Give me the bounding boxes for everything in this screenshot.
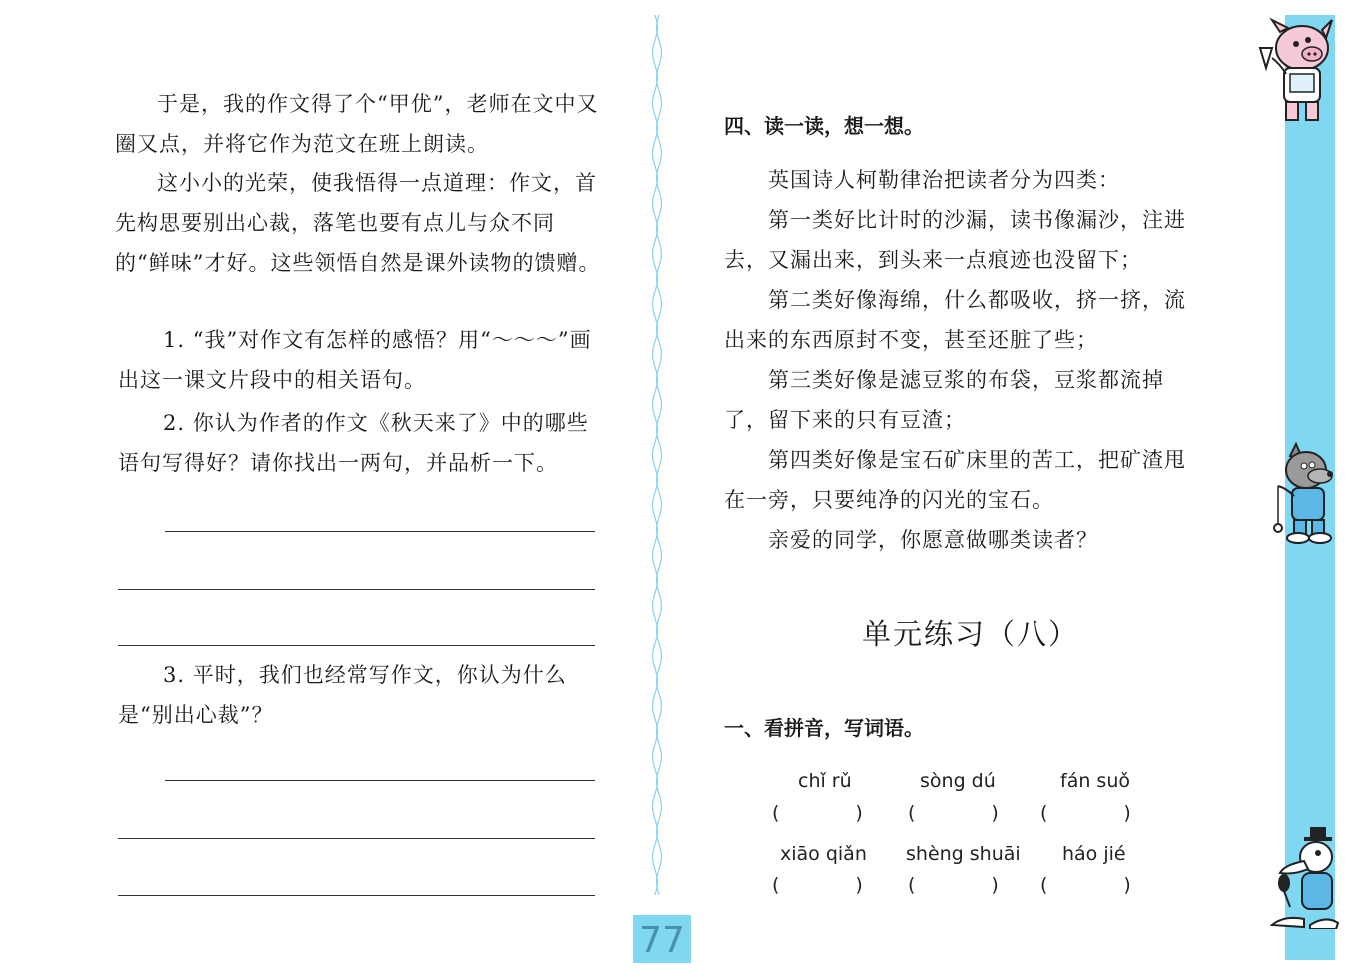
reading-paragraph: 亲爱的同学，你愿意做哪类读者？ bbox=[768, 528, 1098, 552]
paragraph-2: 这小小的光荣，使我悟得一点道理：作文，首先构思要别出心裁，落笔也要有点儿与众不同的“鲜味”才好。这些领悟自然是课外读物的馈赠。 bbox=[115, 171, 601, 275]
pinyin-item: chǐ rǔ bbox=[798, 770, 852, 792]
pig-mascot-icon bbox=[1252, 18, 1336, 126]
reading-paragraph: 第三类好像是滤豆浆的布袋，豆浆都流掉了，留下来的只有豆渣； bbox=[724, 368, 1164, 432]
answer-line[interactable] bbox=[118, 838, 595, 839]
unit-title: 单元练习（八） bbox=[862, 617, 1080, 651]
answer-line[interactable] bbox=[118, 645, 595, 646]
answer-blank[interactable]: ( ) bbox=[908, 874, 999, 896]
answer-blank[interactable]: ( ) bbox=[772, 802, 863, 824]
question-3: 3. 平时，我们也经常写作文，你认为什么是“别出心裁”？ bbox=[118, 663, 567, 727]
question-1: 1. “我”对作文有怎样的感悟？用“～～～”画出这一课文片段中的相关语句。 bbox=[118, 328, 592, 392]
answer-line[interactable] bbox=[118, 895, 595, 896]
duck-mascot-icon bbox=[1270, 825, 1340, 929]
left-page bbox=[0, 0, 650, 974]
reading-paragraph: 第四类好像是宝石矿床里的苦工，把矿渣甩在一旁，只要纯净的闪光的宝石。 bbox=[724, 448, 1186, 512]
answer-blank[interactable]: ( ) bbox=[772, 874, 863, 896]
section-4-heading: 四、读一读，想一想。 bbox=[724, 114, 924, 138]
answer-blank[interactable]: ( ) bbox=[1040, 874, 1131, 896]
right-page bbox=[680, 0, 1280, 974]
answer-blank[interactable]: ( ) bbox=[908, 802, 999, 824]
answer-blank[interactable]: ( ) bbox=[1040, 802, 1131, 824]
pinyin-item: fán suǒ bbox=[1060, 770, 1130, 792]
pinyin-item: xiāo qiǎn bbox=[780, 843, 867, 865]
page-divider bbox=[650, 15, 664, 895]
reading-paragraph: 第二类好像海绵，什么都吸收，挤一挤，流出来的东西原封不变，甚至还脏了些； bbox=[724, 288, 1186, 352]
section-1-heading: 一、看拼音，写词语。 bbox=[724, 716, 924, 740]
paragraph-1: 于是，我的作文得了个“甲优”，老师在文中又圈又点，并将它作为范文在班上朗读。 bbox=[115, 92, 599, 156]
reading-paragraph: 第一类好比计时的沙漏，读书像漏沙，注进去，又漏出来，到头来一点痕迹也没留下； bbox=[724, 208, 1186, 272]
reading-paragraph: 英国诗人柯勒律治把读者分为四类： bbox=[768, 168, 1120, 192]
page-number: 77 bbox=[639, 920, 685, 961]
question-2: 2. 你认为作者的作文《秋天来了》中的哪些语句写得好？请你找出一两句，并品析一下。 bbox=[118, 411, 589, 475]
pinyin-item: háo jié bbox=[1062, 843, 1126, 865]
answer-line[interactable] bbox=[165, 780, 595, 781]
pinyin-item: sòng dú bbox=[920, 770, 996, 792]
answer-line[interactable] bbox=[165, 531, 595, 532]
answer-line[interactable] bbox=[118, 589, 595, 590]
pinyin-item: shèng shuāi bbox=[906, 843, 1021, 865]
wolf-mascot-icon bbox=[1268, 440, 1340, 548]
